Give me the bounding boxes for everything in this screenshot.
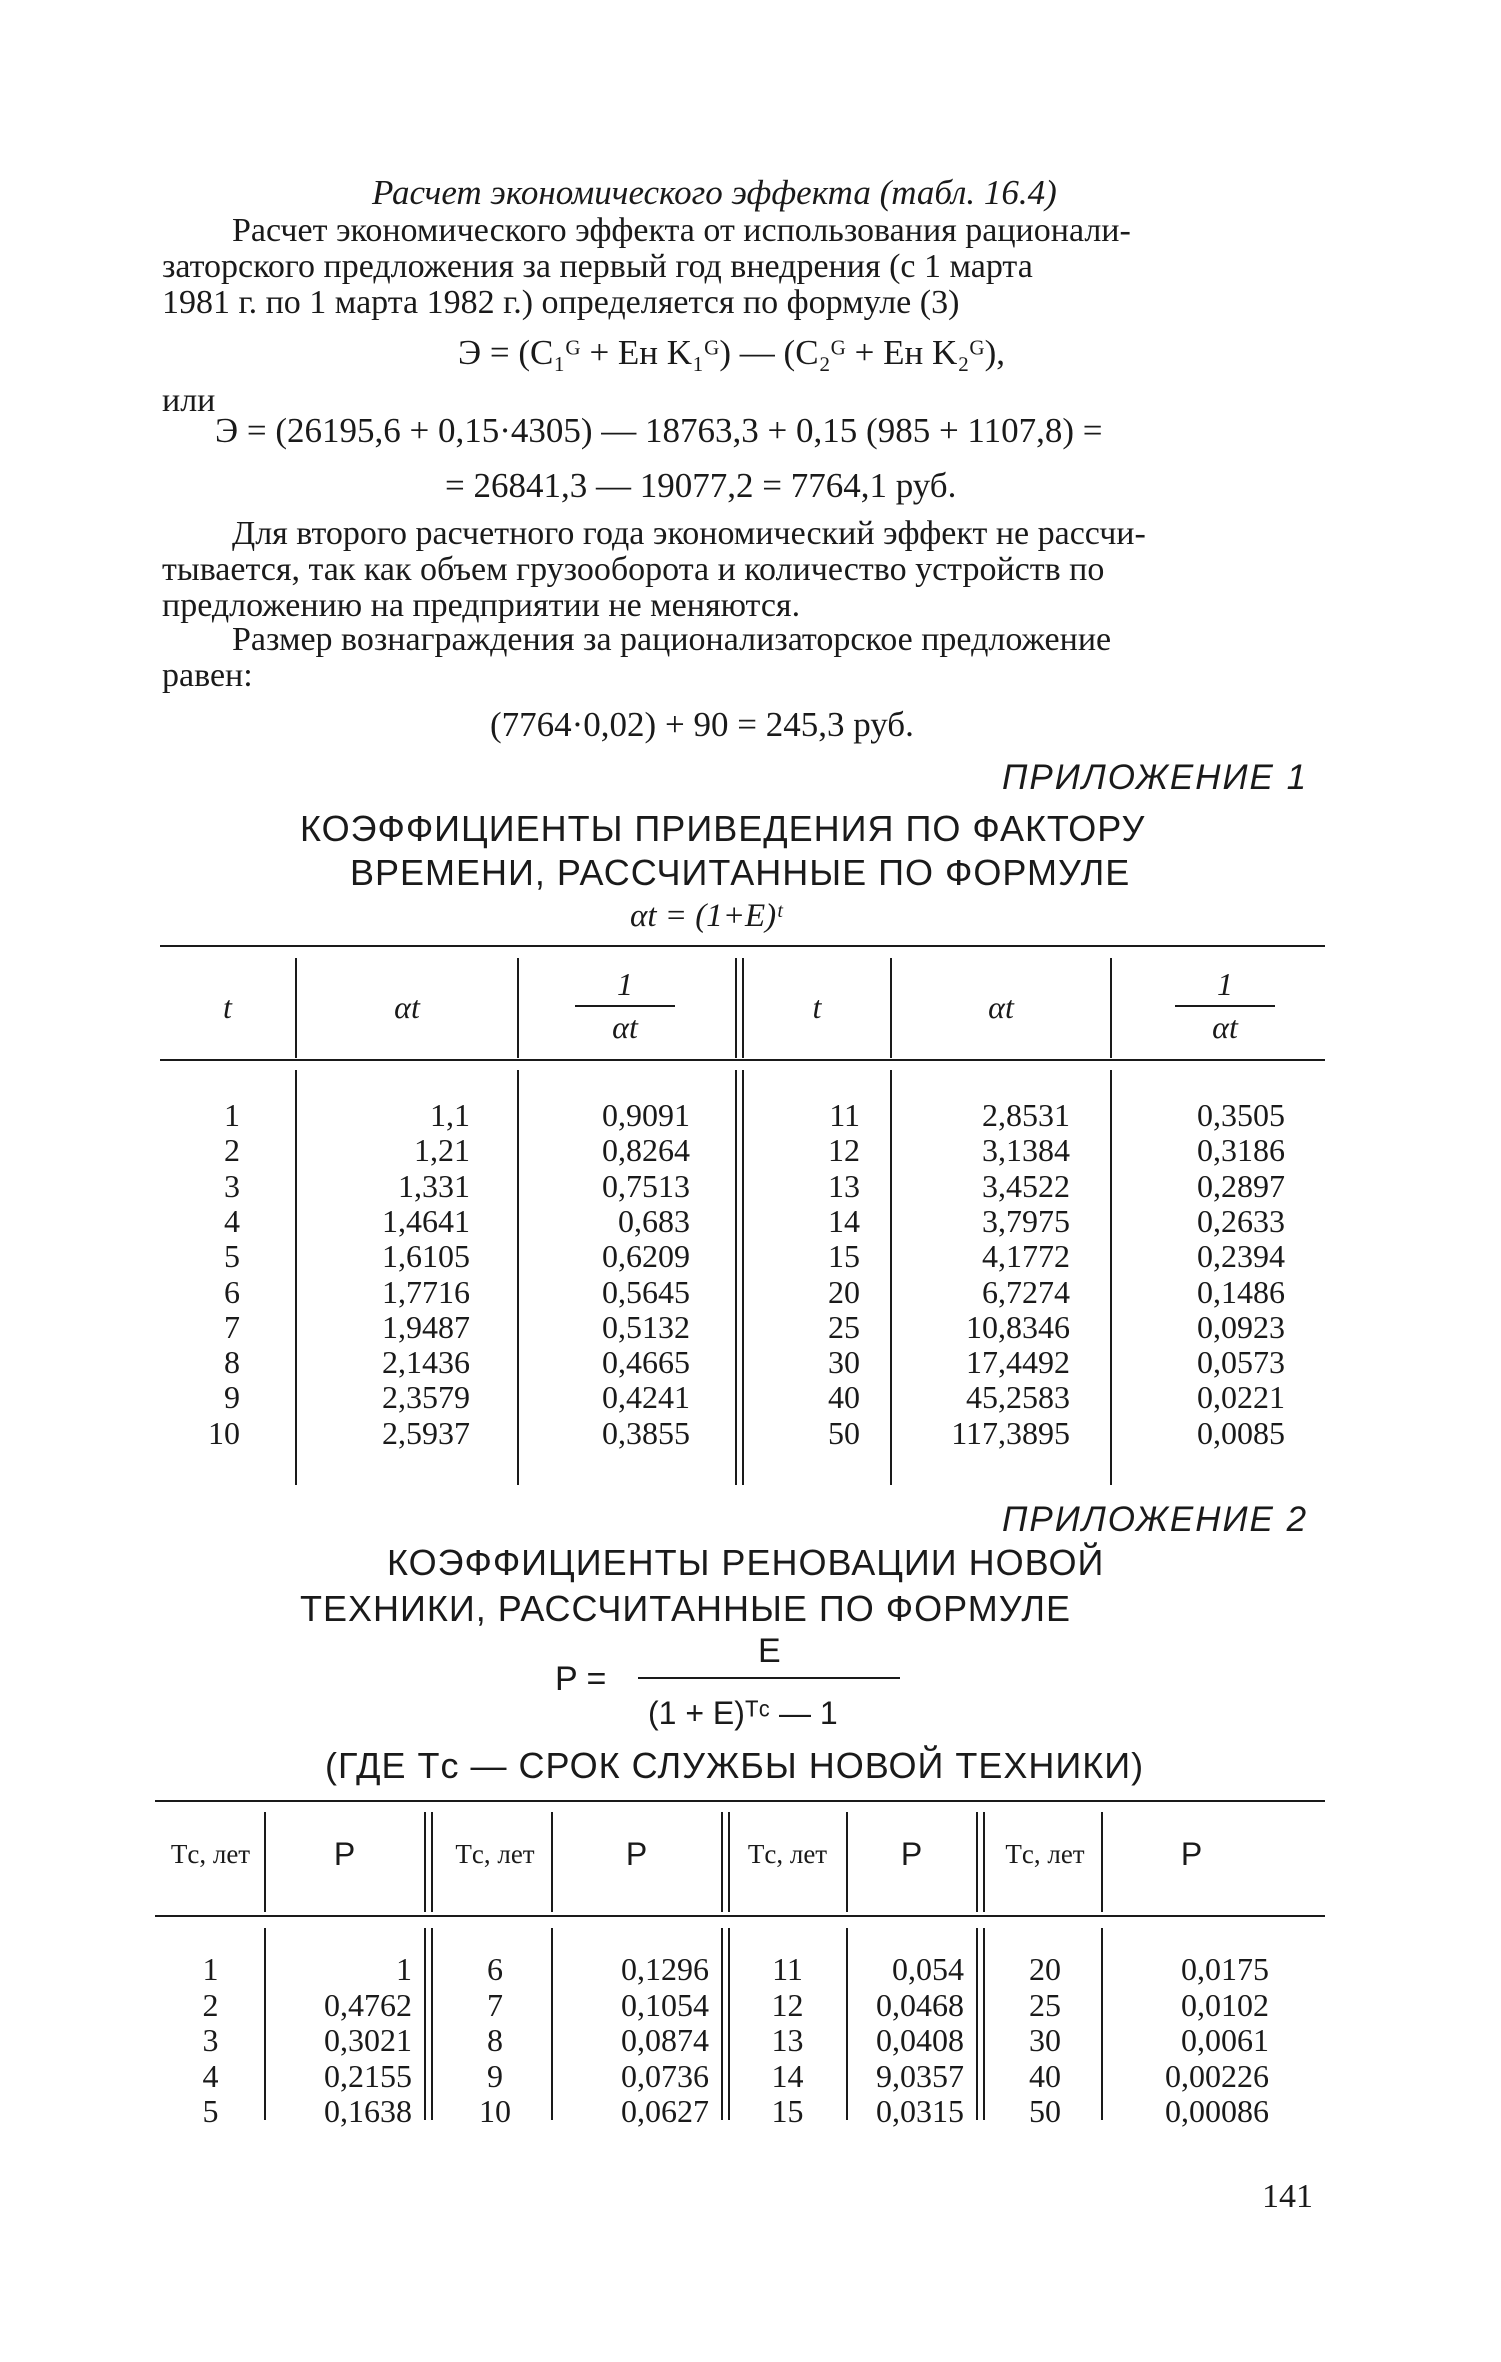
table1-cell-right-r0-c2: 0,3505: [1197, 1097, 1285, 1133]
appendix1-formula: αt = (1+E)ᵗ: [630, 898, 782, 934]
table2-vline: [264, 1928, 266, 2120]
table1-cell-left-r1-c2: 0,8264: [602, 1132, 690, 1169]
table1-cell-left-r5-c2: 0,5645: [602, 1273, 690, 1310]
para3-line2: равен:: [162, 657, 253, 694]
table2-term-cell: 8: [487, 2022, 503, 2058]
table2-p-cell: 0,1054: [621, 1986, 709, 2023]
formula-reward: (7764·0,02) + 90 = 245,3 руб.: [490, 705, 914, 744]
table1-vline: [517, 958, 519, 1058]
table1-header-rule: [160, 1059, 1325, 1061]
table2-group-divider: [721, 1928, 723, 2120]
table1-vline: [1110, 958, 1112, 1058]
formula-effect-values: Э = (26195,6 + 0,15·4305) — 18763,3 + 0,15 (985 + 1107,8) =: [215, 411, 1103, 450]
table2-header-p: P: [625, 1836, 648, 1872]
table1-cell-right-r9-c0: 50: [828, 1414, 860, 1451]
table1-cell-left-r5-c1: 1,7716: [382, 1273, 470, 1310]
table2-p-cell: 0,0315: [876, 2093, 964, 2129]
table1-cell-left-r8-c1: 2,3579: [382, 1379, 470, 1416]
table1-cell-right-r5-c1: 6,7274: [982, 1273, 1070, 1310]
table2-p-cell: 0,1638: [324, 2093, 412, 2129]
para1-line2: заторского предложения за первый год внедрения (с 1 марта: [162, 248, 1033, 285]
appendix2-formula-bar: [638, 1677, 900, 1679]
table2-group-divider: [424, 1812, 426, 1912]
table2-term-cell: 2: [202, 1986, 219, 2023]
table1-vline: [1110, 1070, 1112, 1485]
table1-cell-right-r5-c0: 20: [828, 1273, 860, 1310]
table1-cell-right-r1-c0: 12: [828, 1132, 860, 1169]
table2-vline: [551, 1812, 553, 1912]
or-label: или: [162, 382, 216, 419]
table1-cell-left-r9-c2: 0,3855: [602, 1414, 690, 1451]
table2-term-cell: 40: [1029, 2057, 1061, 2094]
table1-cell-left-r0-c0: 1: [224, 1097, 240, 1133]
table1-cell-right-r2-c1: 3,4522: [982, 1167, 1070, 1204]
table1-header-alpha: αt: [394, 989, 420, 1025]
appendix2-formula-lhs: P =: [555, 1660, 607, 1698]
table1-cell-left-r7-c0: 8: [224, 1344, 240, 1381]
table1-cell-right-r7-c0: 30: [828, 1344, 860, 1381]
table2-p-cell: 0,0736: [621, 2057, 709, 2094]
table2-p-cell: 9,0357: [876, 2057, 964, 2094]
table1-cell-right-r4-c0: 15: [828, 1238, 860, 1275]
table2-header-term: Tс, лет: [170, 1839, 251, 1869]
formula-effect-result: = 26841,3 — 19077,2 = 7764,1 руб.: [445, 466, 957, 505]
table1-cell-left-r6-c0: 7: [224, 1308, 240, 1345]
table1-cell-right-r1-c2: 0,3186: [1197, 1132, 1285, 1169]
table1-cell-left-r3-c1: 1,4641: [382, 1202, 470, 1239]
table1-header-t: t: [223, 989, 232, 1025]
table2-p-cell: 0,00086: [1165, 2093, 1269, 2129]
table2-header-p: P: [333, 1836, 356, 1872]
table2-header-p: P: [1180, 1836, 1203, 1872]
table1-header-alpha: αt: [988, 989, 1014, 1025]
table2-header-p: P: [900, 1836, 923, 1872]
formula-effect: Э = (C₁ᴳ + Eн K₁ᴳ) — (C₂ᴳ + Eн K₂ᴳ),: [458, 333, 1006, 372]
table1-cell-left-r3-c0: 4: [224, 1202, 240, 1239]
table2-group-divider: [983, 1928, 985, 2120]
table1-cell-right-r2-c2: 0,2897: [1197, 1167, 1285, 1204]
table1-cell-right-r7-c2: 0,0573: [1197, 1344, 1285, 1381]
table1-cell-right-r0-c1: 2,8531: [982, 1097, 1070, 1133]
table2-vline: [264, 1812, 266, 1912]
table1-cell-right-r6-c2: 0,0923: [1197, 1308, 1285, 1345]
appendix2-note: (ГДЕ Tс — СРОК СЛУЖБЫ НОВОЙ ТЕХНИКИ): [325, 1745, 1145, 1786]
table2-group-divider: [424, 1928, 426, 2120]
table2-term-cell: 3: [202, 2022, 219, 2058]
table2-p-cell: 0,0175: [1181, 1951, 1269, 1987]
table2-vline: [1101, 1812, 1103, 1912]
table1-vline: [295, 1070, 297, 1485]
table1-cell-right-r8-c1: 45,2583: [966, 1379, 1070, 1416]
page-number: 141: [1262, 2178, 1313, 2215]
appendix2-formula-denominator: (1 + E)ᵀᶜ — 1: [648, 1695, 838, 1731]
table1-cell-right-r7-c1: 17,4492: [966, 1344, 1070, 1381]
table1-cell-left-r3-c2: 0,683: [618, 1202, 690, 1239]
table2-header-term: Tс, лет: [455, 1839, 535, 1869]
appendix2-label: ПРИЛОЖЕНИЕ 2: [1002, 1500, 1309, 1539]
table1-cell-right-r0-c0: 11: [829, 1097, 860, 1133]
appendix2-formula-numerator: E: [758, 1632, 781, 1670]
table1-cell-left-r8-c2: 0,4241: [602, 1379, 690, 1416]
table2-term-cell: 14: [771, 2057, 804, 2094]
table2-p-cell: 0,0874: [621, 2022, 709, 2058]
table1-cell-right-r9-c2: 0,0085: [1197, 1414, 1285, 1451]
table2-p-cell: 0,1296: [621, 1951, 709, 1987]
table1-header-inverse: $\frac{1}{\alpha t}$: [1175, 966, 1275, 1046]
table2-term-cell: 11: [772, 1951, 803, 1987]
table2-group-divider: [976, 1928, 978, 2120]
table2-term-cell: 1: [202, 1951, 219, 1987]
appendix2-title-line1: КОЭФФИЦИЕНТЫ РЕНОВАЦИИ НОВОЙ: [387, 1542, 1105, 1583]
table2-group-divider: [721, 1812, 723, 1912]
table1-cell-left-r9-c0: 10: [208, 1414, 240, 1451]
table2-term-cell: 4: [202, 2057, 219, 2094]
table1-cell-left-r7-c1: 2,1436: [382, 1344, 470, 1381]
para3-line1: Размер вознаграждения за рационализаторское предложение: [232, 621, 1112, 658]
table2-group-divider: [431, 1812, 433, 1912]
table1-cell-right-r2-c0: 13: [828, 1167, 860, 1204]
table1-cell-left-r4-c0: 5: [224, 1238, 240, 1275]
table2-term-cell: 50: [1029, 2093, 1061, 2129]
table2-p-cell: 1: [396, 1951, 412, 1987]
appendix1-label: ПРИЛОЖЕНИЕ 1: [1002, 758, 1309, 797]
table2-vline: [846, 1812, 848, 1912]
table2-group-divider: [431, 1928, 433, 2120]
table1-cell-left-r2-c2: 0,7513: [602, 1167, 690, 1204]
para2-line3: предложению на предприятии не меняются.: [162, 587, 801, 624]
table2-p-cell: 0,0468: [876, 1986, 964, 2023]
table2-p-cell: 0,054: [892, 1951, 964, 1987]
table1-cell-left-r2-c0: 3: [224, 1167, 240, 1204]
table2-vline: [551, 1928, 553, 2120]
table2-term-cell: 25: [1029, 1986, 1061, 2023]
table1-vline: [517, 1070, 519, 1485]
table1-header-t: t: [812, 989, 822, 1025]
table2-header-rule: [155, 1915, 1325, 1917]
table2-vline: [1101, 1928, 1103, 2120]
table1-cell-left-r7-c2: 0,4665: [602, 1344, 690, 1381]
table2-p-cell: 0,3021: [324, 2022, 412, 2058]
table2-term-cell: 12: [771, 1986, 804, 2023]
table1-cell-left-r8-c0: 9: [224, 1379, 240, 1416]
table1-cell-right-r3-c1: 3,7975: [982, 1202, 1070, 1239]
table2-header-term: Tс, лет: [747, 1839, 828, 1869]
table1-cell-left-r4-c1: 1,6105: [382, 1238, 470, 1275]
table1-cell-right-r8-c2: 0,0221: [1197, 1379, 1285, 1416]
para1-line1: Расчет экономического эффекта от использования рационали-: [232, 212, 1131, 249]
table2-p-cell: 0,4762: [324, 1986, 412, 2023]
table1-vline: [735, 958, 737, 1058]
table1-vline: [735, 1070, 737, 1485]
table2-term-cell: 5: [202, 2093, 219, 2129]
table2-top-rule: [155, 1800, 1325, 1802]
table1-cell-left-r0-c2: 0,9091: [602, 1097, 690, 1133]
table2-term-cell: 13: [771, 2022, 804, 2058]
table2-term-cell: 6: [487, 1951, 503, 1987]
table2-group-divider: [976, 1812, 978, 1912]
table2-p-cell: 0,00226: [1165, 2057, 1269, 2094]
table1-top-rule: [160, 945, 1325, 947]
table2-p-cell: 0,2155: [324, 2057, 412, 2094]
table1-cell-right-r4-c1: 4,1772: [982, 1238, 1070, 1275]
table1-cell-right-r6-c0: 25: [828, 1308, 860, 1345]
table1-cell-left-r4-c2: 0,6209: [602, 1238, 690, 1275]
table1-cell-right-r5-c2: 0,1486: [1197, 1273, 1285, 1310]
para2-line1: Для второго расчетного года экономический эффект не рассчи-: [232, 515, 1146, 552]
para2-line2: тывается, так как объем грузооборота и количество устройств по: [162, 551, 1105, 588]
table1-cell-left-r6-c2: 0,5132: [602, 1308, 690, 1345]
table1-cell-left-r5-c0: 6: [224, 1273, 240, 1310]
table1-cell-left-r2-c1: 1,331: [398, 1167, 470, 1204]
table2-term-cell: 10: [479, 2093, 511, 2129]
table2-term-cell: 9: [487, 2057, 503, 2094]
table2-header-term: Tс, лет: [1005, 1839, 1085, 1869]
table1-cell-right-r8-c0: 40: [828, 1379, 860, 1416]
table1-cell-left-r0-c1: 1,1: [430, 1097, 470, 1133]
appendix2-title-line2: ТЕХНИКИ, РАССЧИТАННЫЕ ПО ФОРМУЛЕ: [300, 1588, 1072, 1629]
table1-vline: [890, 1070, 892, 1485]
section-title: Расчет экономического эффекта (табл. 16.4): [372, 173, 1057, 212]
table1-header-inverse: $\frac{1}{\alpha t}$: [575, 966, 675, 1046]
table2-p-cell: 0,0627: [621, 2093, 709, 2129]
table2-term-cell: 7: [487, 1986, 503, 2023]
table1-cell-left-r6-c1: 1,9487: [382, 1308, 470, 1345]
table2-term-cell: 15: [771, 2093, 804, 2129]
table1-cell-right-r9-c1: 117,3895: [951, 1414, 1070, 1451]
table1-cell-right-r3-c0: 14: [828, 1202, 860, 1239]
table2-vline: [846, 1928, 848, 2120]
table2-term-cell: 20: [1029, 1951, 1061, 1987]
table2-term-cell: 30: [1029, 2022, 1061, 2058]
table2-p-cell: 0,0408: [876, 2022, 964, 2058]
table1-cell-right-r4-c2: 0,2394: [1197, 1238, 1285, 1275]
table2-p-cell: 0,0061: [1181, 2022, 1269, 2058]
appendix1-title-line2: ВРЕМЕНИ, РАССЧИТАННЫЕ ПО ФОРМУЛЕ: [350, 852, 1131, 893]
table2-p-cell: 0,0102: [1181, 1986, 1269, 2023]
table1-cell-right-r3-c2: 0,2633: [1197, 1202, 1285, 1239]
para1-line3: 1981 г. по 1 марта 1982 г.) определяется по формуле (3): [162, 284, 960, 321]
table1-cell-left-r9-c1: 2,5937: [382, 1414, 470, 1451]
table1-cell-left-r1-c0: 2: [224, 1132, 240, 1169]
table1-cell-right-r6-c1: 10,8346: [966, 1308, 1070, 1345]
table1-cell-right-r1-c1: 3,1384: [982, 1132, 1070, 1169]
appendix1-title-line1: КОЭФФИЦИЕНТЫ ПРИВЕДЕНИЯ ПО ФАКТОРУ: [300, 808, 1146, 849]
table2-group-divider: [983, 1812, 985, 1912]
table1-vline: [742, 1070, 744, 1485]
table1-cell-left-r1-c1: 1,21: [414, 1132, 470, 1169]
